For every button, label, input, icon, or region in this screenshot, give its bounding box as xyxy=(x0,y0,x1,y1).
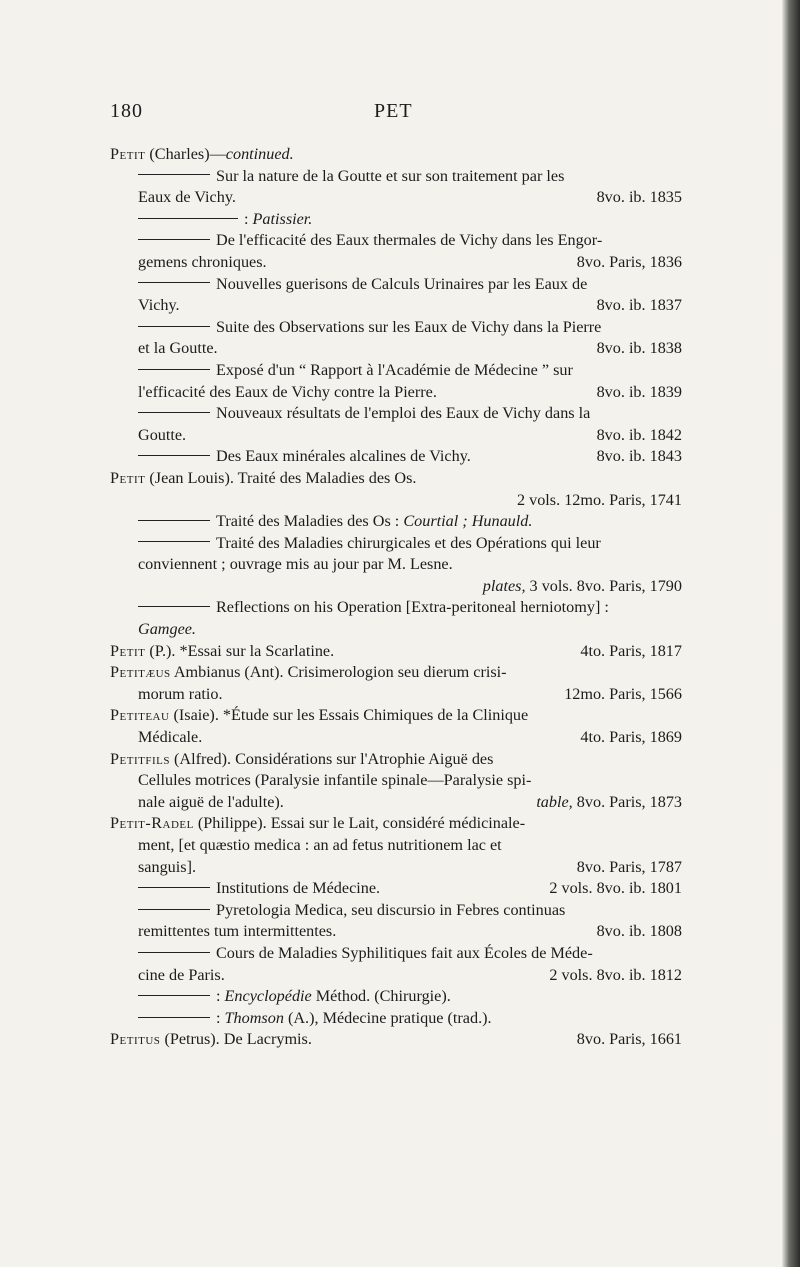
bibliography-entry xyxy=(110,813,682,878)
entry-italic: Encyclopédie xyxy=(224,987,312,1006)
entry-line xyxy=(110,684,682,706)
entry-line xyxy=(110,770,682,792)
entry-line xyxy=(110,360,682,382)
bibliography-entry xyxy=(110,446,682,468)
entry-line xyxy=(110,425,682,447)
entry-line xyxy=(110,446,682,468)
entry-line xyxy=(110,813,682,835)
publication-details: 4to. Paris, 1817 xyxy=(580,641,682,660)
entry-text: Pyretologia Medica, seu discursio in Febres continuas xyxy=(216,900,566,919)
bibliography-entry xyxy=(110,360,682,403)
bibliography-entry xyxy=(110,641,682,663)
bibliography-entry xyxy=(110,403,682,446)
entry-line xyxy=(110,490,682,512)
entry-text: remittentes tum intermittentes. xyxy=(138,922,337,941)
entry-text: Reflections on his Operation [Extra-peritoneal herniotomy] : xyxy=(216,598,609,617)
entry-text: (Alfred). Considérations sur l'Atrophie Aiguë des xyxy=(169,749,494,768)
bibliography-entry xyxy=(110,662,682,705)
entry-text: (Isaie). *Étude sur les Essais Chimiques de la Clinique xyxy=(169,706,529,725)
ditto-dash xyxy=(138,174,210,175)
entry-text: Médicale. xyxy=(138,728,203,747)
entry-text: (Philippe). Essai sur le Lait, considéré médicinale- xyxy=(193,814,526,833)
entry-text: ment, [et quæstio medica : an ad fetus nutritionem lac et xyxy=(138,836,502,854)
entry-line xyxy=(110,468,682,490)
author-name: Petit xyxy=(110,641,146,660)
ditto-dash xyxy=(138,239,210,240)
entry-line xyxy=(110,878,682,900)
entry-line xyxy=(110,943,682,965)
entry-italic: Courtial ; Hunauld. xyxy=(403,512,533,531)
author-name: Petitus xyxy=(110,1030,161,1049)
ditto-dash xyxy=(138,369,210,370)
page-header xyxy=(110,100,682,130)
entry-text: morum ratio. xyxy=(138,684,223,703)
ditto-dash xyxy=(138,606,210,607)
entry-text: Nouvelles guerisons de Calculs Urinaires par les Eaux de xyxy=(216,274,588,293)
ditto-dash xyxy=(138,952,210,953)
publication-details: 2 vols. 12mo. Paris, 1741 xyxy=(516,490,682,509)
entry-line xyxy=(110,619,682,641)
bibliography-entry xyxy=(110,209,682,231)
ditto-dash xyxy=(138,995,210,996)
entry-line xyxy=(110,230,682,252)
entry-text: Exposé d'un “ Rapport à l'Académie de Médecine ” sur xyxy=(216,360,573,379)
entry-text: : xyxy=(216,1008,225,1027)
author-name: Petit-Radel xyxy=(110,814,194,833)
entry-text: Ambianus (Ant). Crisimerologion seu dierum crisi- xyxy=(170,663,507,682)
entry-italic: Thomson xyxy=(224,1008,284,1027)
publication-details: 8vo. ib. 1837 xyxy=(596,296,682,315)
bibliography-entry xyxy=(110,943,682,986)
author-name: Petitfils xyxy=(110,749,170,768)
bibliography-entry xyxy=(110,533,682,598)
entry-line xyxy=(110,597,682,619)
entry-line xyxy=(110,986,682,1008)
entry-line xyxy=(110,1008,682,1030)
entry-line xyxy=(110,295,682,317)
entry-line xyxy=(110,727,682,749)
entry-line xyxy=(110,274,682,296)
entry-line xyxy=(110,641,682,663)
bibliography-entry xyxy=(110,274,682,317)
entry-line xyxy=(110,166,682,188)
entry-line xyxy=(110,857,682,879)
entry-text: Cellules motrices (Paralysie infantile spinale—Paralysie spi- xyxy=(138,771,532,790)
entry-text: Des Eaux minérales alcalines de Vichy. xyxy=(216,447,471,466)
entry-line xyxy=(110,1029,682,1051)
publication-details: 8vo. Paris, 1836 xyxy=(576,252,682,271)
entry-text: De l'efficacité des Eaux thermales de Vichy dans les Engor- xyxy=(216,231,603,250)
publication-details: 4to. Paris, 1869 xyxy=(580,728,682,747)
ditto-dash xyxy=(138,218,238,219)
publication-details: table, 8vo. Paris, 1873 xyxy=(536,792,682,811)
bibliography-entry xyxy=(110,230,682,273)
entry-italic: Patissier. xyxy=(252,209,313,228)
entry-text: Sur la nature de la Goutte et sur son traitement par les xyxy=(216,166,565,185)
entry-text: et la Goutte. xyxy=(138,339,218,358)
entry-text: : xyxy=(216,987,225,1006)
entry-line xyxy=(110,749,682,771)
entry-text: sanguis]. xyxy=(138,857,196,876)
author-name: Petit xyxy=(110,468,146,487)
ditto-dash xyxy=(138,412,210,413)
author-name: Petitæus xyxy=(110,663,171,682)
author-name: Petit xyxy=(110,145,146,163)
publication-details: 8vo. ib. 1838 xyxy=(596,339,682,358)
entry-italic: continued. xyxy=(225,145,294,163)
bibliography-entry xyxy=(110,1029,682,1051)
entry-line xyxy=(110,554,682,576)
entry-text: : xyxy=(244,209,253,228)
bibliography-entries xyxy=(110,144,682,1051)
entry-text: Traité des Maladies des Os : xyxy=(216,512,404,531)
entry-line xyxy=(110,965,682,987)
entry-line xyxy=(110,533,682,555)
entry-text: Traité des Maladies chirurgicales et des Opérations qui leur xyxy=(216,533,601,552)
entry-line xyxy=(110,662,682,684)
bibliography-entry xyxy=(110,705,682,748)
entry-text: conviennent ; ouvrage mis au jour par M. Lesne. xyxy=(138,555,453,574)
publication-details: 8vo. ib. 1842 xyxy=(596,425,682,444)
entry-text: (Petrus). De Lacrymis. xyxy=(160,1030,312,1049)
entry-text: gemens chroniques. xyxy=(138,252,267,271)
publication-details: 8vo. ib. 1835 xyxy=(596,188,682,207)
entry-line xyxy=(110,511,682,533)
entry-italic: Gamgee. xyxy=(138,620,196,639)
ditto-dash xyxy=(138,887,210,888)
entry-text: Suite des Observations sur les Eaux de Vichy dans la Pierre xyxy=(216,317,602,336)
entry-text: Nouveaux résultats de l'emploi des Eaux de Vichy dans la xyxy=(216,404,591,423)
entry-line xyxy=(110,792,682,814)
entry-text: (P.). *Essai sur la Scarlatine. xyxy=(145,641,335,660)
page-number: 180 xyxy=(110,100,143,122)
entry-line xyxy=(110,187,682,209)
bibliography-entry xyxy=(110,878,682,900)
author-name: Petiteau xyxy=(110,706,170,725)
entry-text: nale aiguë de l'adulte). xyxy=(138,792,284,811)
bibliography-entry xyxy=(110,749,682,814)
publication-details: 8vo. ib. 1808 xyxy=(596,922,682,941)
entry-line xyxy=(110,144,682,166)
publication-details: 2 vols. 8vo. ib. 1801 xyxy=(549,879,682,898)
book-page xyxy=(110,100,682,1049)
publication-details: 8vo. Paris, 1787 xyxy=(576,857,682,876)
entry-line xyxy=(110,835,682,857)
entry-text: Méthod. (Chirurgie). xyxy=(311,987,451,1006)
entry-line xyxy=(110,338,682,360)
publication-details: 8vo. ib. 1843 xyxy=(596,447,682,466)
entry-text: l'efficacité des Eaux de Vichy contre la Pierre. xyxy=(138,382,437,401)
entry-line xyxy=(110,403,682,425)
bibliography-entry xyxy=(110,317,682,360)
bibliography-entry xyxy=(110,900,682,943)
entry-line xyxy=(110,252,682,274)
book-spine-shadow xyxy=(782,0,800,1267)
entry-line xyxy=(110,900,682,922)
ditto-dash xyxy=(138,282,210,283)
publication-details: 8vo. ib. 1839 xyxy=(596,382,682,401)
entry-line xyxy=(110,382,682,404)
entry-line xyxy=(110,209,682,231)
bibliography-entry xyxy=(110,597,682,640)
entry-line xyxy=(110,705,682,727)
bibliography-entry xyxy=(110,468,682,511)
publication-details: 2 vols. 8vo. ib. 1812 xyxy=(549,965,682,984)
publication-details: 8vo. Paris, 1661 xyxy=(576,1030,682,1049)
bibliography-entry xyxy=(110,986,682,1008)
ditto-dash xyxy=(138,1017,210,1018)
bibliography-entry xyxy=(110,166,682,209)
entry-text: (Charles)— xyxy=(145,145,226,163)
entry-text: (Jean Louis). Traité des Maladies des Os. xyxy=(145,468,417,487)
ditto-dash xyxy=(138,909,210,910)
entry-text: (A.), Médecine pratique (trad.). xyxy=(283,1008,492,1027)
entry-text: Eaux de Vichy. xyxy=(138,188,236,207)
publication-details: plates, 3 vols. 8vo. Paris, 1790 xyxy=(482,576,682,595)
running-head: PET xyxy=(374,100,413,122)
entry-line xyxy=(110,576,682,598)
entry-text: cine de Paris. xyxy=(138,965,225,984)
entry-text: Cours de Maladies Syphilitiques fait aux Écoles de Méde- xyxy=(216,943,593,962)
bibliography-entry xyxy=(110,144,682,166)
ditto-dash xyxy=(138,520,210,521)
entry-line xyxy=(110,317,682,339)
entry-line xyxy=(110,921,682,943)
entry-text: Goutte. xyxy=(138,425,187,444)
ditto-dash xyxy=(138,541,210,542)
entry-text: Institutions de Médecine. xyxy=(216,879,381,898)
entry-text: Vichy. xyxy=(138,296,180,315)
ditto-dash xyxy=(138,326,210,327)
bibliography-entry xyxy=(110,1008,682,1030)
publication-details: 12mo. Paris, 1566 xyxy=(564,684,682,703)
ditto-dash xyxy=(138,455,210,456)
bibliography-entry xyxy=(110,511,682,533)
